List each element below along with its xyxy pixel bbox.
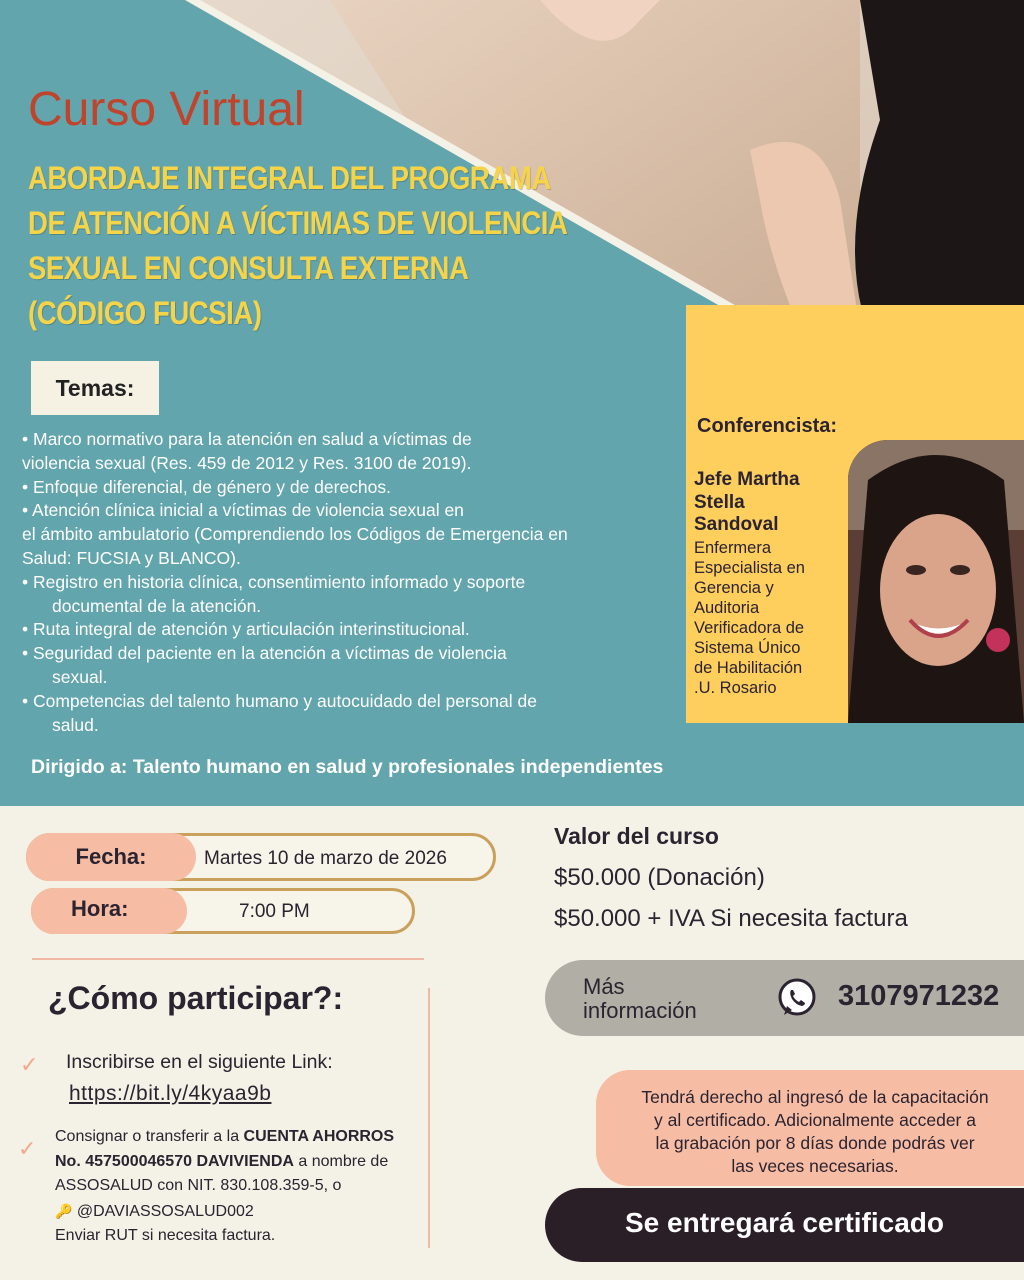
date-label: Fecha:: [26, 833, 196, 881]
step-1-text: Inscribirse en el siguiente Link:: [66, 1051, 333, 1073]
step2-text: ASSOSALUD con NIT. 830.108.359-5, o: [55, 1177, 342, 1194]
topic-item: • Atención clínica inicial a víctimas de violencia sexual en: [22, 500, 464, 521]
title-line: (CÓDIGO FUCSIA): [28, 295, 262, 331]
certificate-text: Se entregará certificado: [624, 1207, 945, 1238]
registration-link[interactable]: https://bit.ly/4kyaa9b: [69, 1082, 272, 1105]
key-icon: 🔑: [55, 1202, 73, 1219]
topic-item-continuation: el ámbito ambulatorio (Comprendiendo los Códigos de Emergencia en: [22, 524, 568, 545]
whatsapp-icon: [776, 977, 818, 1019]
speaker-desc-line: Auditoria: [694, 599, 760, 617]
audience-text: Dirigido a: Talento humano en salud y profesionales independientes: [31, 756, 664, 778]
price-invoice: $50.000 + IVA Si necesita factura: [554, 905, 908, 932]
divider: [428, 988, 430, 1248]
speaker-desc-line: Enfermera: [694, 539, 772, 557]
speaker-desc-line: de Habilitación: [694, 659, 803, 677]
topic-item-continuation: sexual.: [52, 666, 108, 687]
divider: [32, 958, 424, 960]
speaker-portrait: [848, 440, 1024, 723]
speaker-desc-line: Sistema Único: [694, 639, 801, 657]
account-number: No. 457500046570 DAVIVIENDA: [55, 1152, 294, 1170]
topics-label: Temas:: [55, 375, 135, 401]
topic-item-continuation: Salud: FUCSIA y BLANCO).: [22, 547, 241, 568]
contact-phone[interactable]: 3107971232: [838, 980, 1000, 1012]
check-icon: ✓: [20, 1052, 39, 1077]
speaker-name-line: Jefe Martha: [694, 469, 800, 490]
price-title: Valor del curso: [554, 823, 719, 849]
payment-handle: @DAVIASSOSALUD002: [72, 1202, 254, 1220]
topic-item: • Marco normativo para la atención en salud a víctimas de: [22, 429, 472, 449]
date-pill: [26, 833, 496, 881]
speaker-desc-line: .U. Rosario: [694, 679, 777, 697]
contact-label-line: información: [583, 998, 697, 1023]
check-icon: ✓: [18, 1136, 37, 1161]
topic-item: • Registro en historia clínica, consentimiento informado y soporte: [22, 571, 526, 592]
time-pill: [31, 888, 415, 934]
topics-label-box: [31, 361, 159, 415]
speaker-description: [694, 538, 844, 698]
price-donation: $50.000 (Donación): [554, 864, 765, 891]
title-line: DE ATENCIÓN A VÍCTIMAS DE VIOLENCIA: [28, 205, 568, 241]
contact-label: [583, 975, 697, 1023]
benefit-line: Tendrá derecho al ingresó de la capacitación: [641, 1087, 989, 1107]
topic-item: • Competencias del talento humano y autocuidado del personal de: [22, 690, 537, 711]
speaker-name: [694, 469, 844, 537]
benefit-line: y al certificado. Adicionalmente acceder a: [654, 1110, 976, 1130]
speaker-name-line: Sandoval: [694, 514, 779, 535]
step2-text: Consignar o transferir a la: [55, 1128, 244, 1145]
topics-list: [22, 428, 662, 737]
date-value: Martes 10 de marzo de 2026: [204, 848, 447, 869]
speaker-name-line: Stella: [694, 491, 745, 513]
speaker-desc-line: Verificadora de: [694, 619, 805, 637]
time-value: 7:00 PM: [239, 901, 310, 922]
step-2-text: [55, 1125, 425, 1249]
speaker-desc-line: Especialista en: [694, 559, 805, 577]
how-to-title: ¿Cómo participar?:: [48, 980, 344, 1016]
speaker-desc-line: Gerencia y: [694, 579, 774, 597]
course-type: Curso Virtual: [28, 83, 305, 136]
time-label: Hora:: [31, 888, 187, 934]
topic-item: • Enfoque diferencial, de género y de derechos.: [22, 476, 392, 497]
step2-text: Enviar RUT si necesita factura.: [55, 1227, 276, 1244]
title-line: ABORDAJE INTEGRAL DEL PROGRAMA: [28, 160, 551, 196]
account-type: CUENTA AHORROS: [243, 1128, 395, 1145]
speaker-label: Conferencista:: [697, 415, 838, 437]
benefit-line: las veces necesarias.: [731, 1156, 899, 1176]
speaker-photo: [848, 440, 1024, 723]
topic-item: • Ruta integral de atención y articulación interinstitucional.: [22, 619, 470, 640]
contact-label-line: Más: [583, 974, 625, 999]
title-line: SEXUAL EN CONSULTA EXTERNA: [28, 250, 469, 286]
benefit-text: [612, 1086, 1018, 1178]
benefit-line: la grabación por 8 días donde podrás ver: [655, 1133, 975, 1153]
topic-item-continuation: salud.: [52, 714, 99, 735]
course-title: [28, 156, 578, 336]
topic-item: • Seguridad del paciente en la atención a víctimas de violencia: [22, 643, 507, 664]
topic-item-continuation: violencia sexual (Res. 459 de 2012 y Res. 3100 de 2019).: [22, 452, 472, 473]
topic-item-continuation: documental de la atención.: [52, 595, 262, 616]
step2-text: a nombre de: [293, 1152, 389, 1170]
